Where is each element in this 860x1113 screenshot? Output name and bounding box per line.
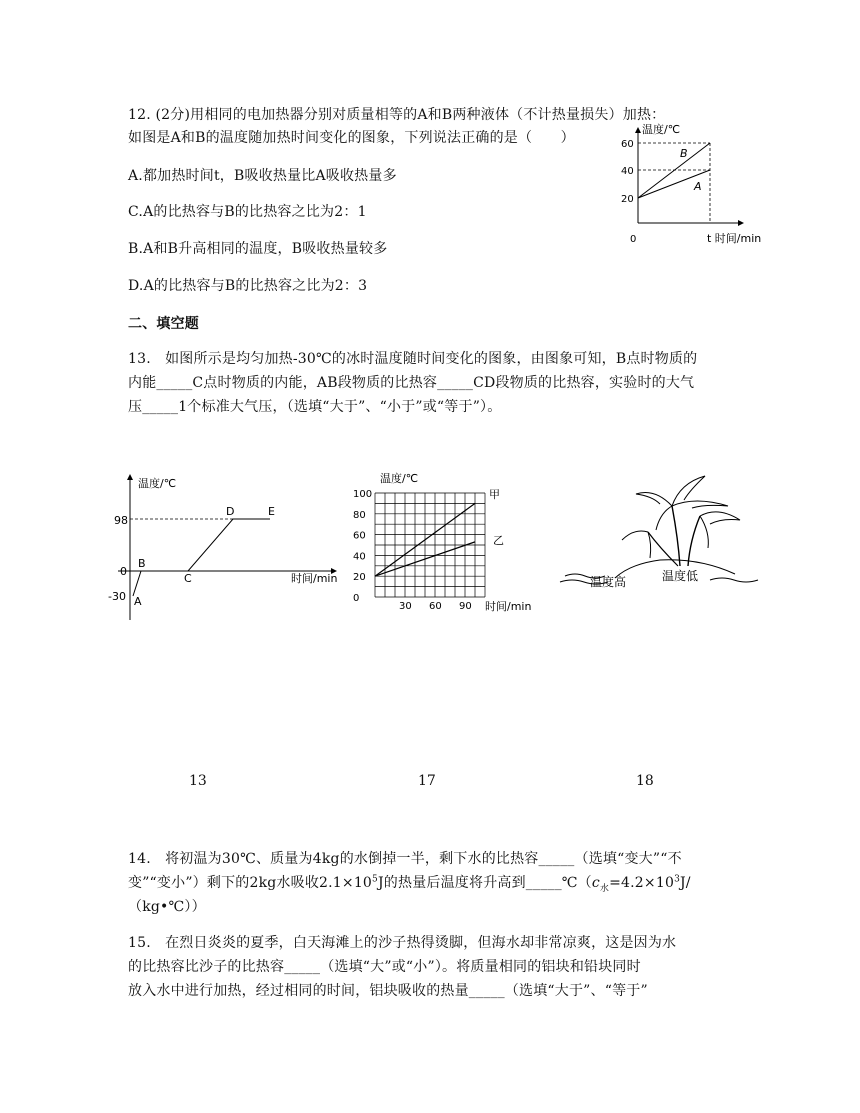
q14-exponent-3: 3 (674, 874, 680, 885)
fig13-tick-98: 98 (114, 514, 128, 527)
fig13-point-a: A (134, 595, 142, 608)
q12-option-c: C.A的比热容与B的比热容之比为2：1 (128, 204, 367, 220)
fig17-ytick: 20 (353, 572, 366, 584)
q14-c-subscript: 水 (599, 883, 610, 894)
q15-line1: 15. 在烈日炎炎的夏季，白天海滩上的沙子热得烫脚，但海水却非常凉爽，这是因为水 (128, 935, 677, 951)
q12-graph (608, 118, 788, 248)
q15-line2: 的比热容比沙子的比热容_____（选填“大”或“小”）。将质量相同的铝块和铅块同时 (128, 959, 641, 975)
fig17-series-yi: 乙 (493, 534, 504, 547)
q12-ytick-60: 60 (621, 139, 634, 150)
fig13-point-c: C (184, 572, 192, 585)
fig17-xtick: 60 (429, 601, 442, 612)
fig17-xlabel: 时间/min (485, 600, 532, 613)
caption-17: 17 (418, 773, 436, 789)
fig17-ytick: 0 (353, 593, 360, 604)
q13-line3: 压_____1个标准大气压，（选填“大于”、“小于”或“等于”）。 (128, 399, 502, 415)
figure-13 (108, 470, 348, 630)
q14-c-symbol: c (591, 875, 600, 891)
fig17-ytick: 100 (353, 489, 373, 500)
q12-line1: 12. (2分)用相同的电加热器分别对质量相等的A和B两种液体（不计热量损失）加热： (128, 107, 666, 123)
q14-line2 (128, 872, 691, 894)
fig13-point-e: E (268, 505, 275, 518)
caption-13: 13 (189, 773, 207, 789)
q14-line2-part2: J的热量后温度将升高到_____℃（ (377, 875, 592, 891)
fig13-tick-minus30: -30 (108, 590, 126, 603)
q14-line3: （kg•℃）） (128, 899, 206, 915)
q12-ytick-20: 20 (621, 194, 634, 205)
fig13-tick-0: 0 (120, 565, 127, 578)
q14-line1: 14. 将初温为30℃、质量为4kg的水倒掉一半，剩下水的比热容_____（选填“变大”“不 (128, 851, 682, 867)
q12-line2: 如图是A和B的温度随加热时间变化的图象，下列说法正确的是（ ） (128, 130, 575, 146)
q12-xlabel: t 时间/min (707, 232, 762, 245)
fig18-label-low-temp: 温度低 (662, 569, 699, 583)
fig17-ytick: 60 (353, 530, 366, 542)
fig17-xtick: 90 (459, 601, 472, 612)
fig13-point-b: B (138, 557, 146, 570)
fig13-xlabel: 时间/min (291, 572, 338, 585)
fig13-ylabel: 温度/℃ (138, 477, 177, 490)
figure-18 (560, 468, 760, 598)
q15-line3: 放入水中进行加热，经过相同的时间，铝块吸收的热量_____（选填“大于”、“等于” (128, 983, 648, 999)
fig17-ylabel: 温度/℃ (380, 472, 419, 485)
q14-exponent-5: 5 (372, 874, 378, 885)
q14-line2-part1: 变”“变小”）剩下的2kg水吸收2.1×10 (128, 875, 373, 891)
fig13-point-d: D (226, 505, 235, 518)
fig17-ytick: 40 (353, 551, 366, 563)
q12-label-a: A (694, 180, 702, 193)
fig18-label-high-temp: 温度高 (590, 575, 627, 589)
fig17-series-jia: 甲 (489, 488, 500, 501)
q12-option-b: B.A和B升高相同的温度，B吸收热量较多 (128, 241, 388, 257)
fig17-xtick: 30 (399, 601, 412, 612)
fig17-ytick: 80 (353, 509, 366, 521)
figure-17 (345, 468, 545, 618)
q12-origin: 0 (630, 234, 637, 245)
q12-option-a: A.都加热时间t，B吸收热量比A吸收热量多 (128, 168, 397, 184)
section-fill-in-title: 二、填空题 (128, 316, 199, 332)
caption-18: 18 (636, 773, 654, 789)
q12-label-b: B (680, 147, 688, 160)
q12-option-d: D.A的比热容与B的比热容之比为2：3 (128, 278, 368, 294)
q12-ylabel: 温度/℃ (642, 123, 681, 136)
q14-line2-part3: =4.2×10 (609, 875, 675, 891)
q12-ytick-40: 40 (621, 166, 634, 177)
q13-line1: 13. 如图所示是均匀加热-30℃的冰时温度随时间变化的图象，由图象可知，B点时物质的 (128, 351, 698, 367)
q14-line2-part4: J/ (680, 875, 691, 891)
q13-line2: 内能_____C点时物质的内能，AB段物质的比热容_____CD段物质的比热容，实验时的大气 (128, 375, 695, 391)
